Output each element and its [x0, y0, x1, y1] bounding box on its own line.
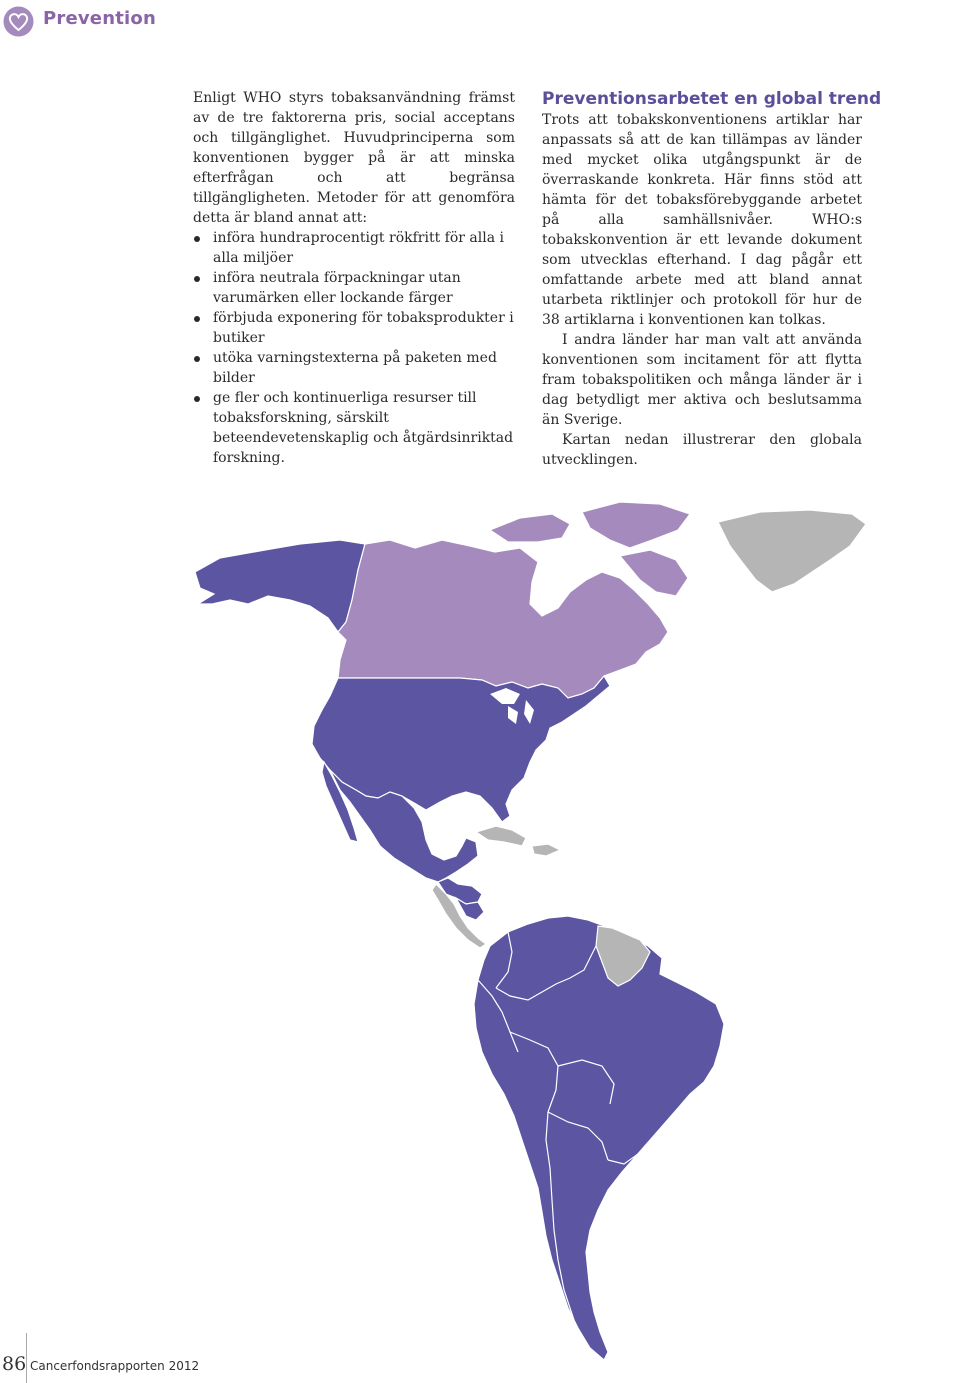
map-region-south-america — [474, 916, 724, 1360]
list-item: ge fler och kontinuerliga resurser till tobaksforskning, särskilt beteendevetenskaplig och åtgärdsinriktad forskning. — [193, 388, 515, 468]
list-item: införa hundraprocentigt rökfritt för alla i alla miljöer — [193, 228, 515, 268]
americas-map — [190, 500, 870, 1380]
right-column — [542, 88, 882, 470]
section-title: Prevention — [43, 8, 156, 29]
body-paragraph: I andra länder har man valt att använda konventionen som incitament för att flytta fram tobakspolitiken och många länder är i dag betydligt mer aktiva och beslutsamma än Sverige. — [542, 332, 862, 428]
methods-list — [193, 228, 515, 468]
heart-logo-icon — [3, 6, 34, 37]
left-column — [193, 88, 515, 468]
intro-paragraph: Enligt WHO styrs tobaksanvändning främst av de tre faktorerna pris, social acceptans och tillgänglighet. Huvudprinciperna som konventionen bygger på är att minska efterfrågan och att begränsa tillgängligheten. Metoder för att genomföra detta är bland annat att: — [193, 90, 515, 226]
map-region-canada-islands — [490, 514, 570, 542]
page-number: 86 — [2, 1353, 27, 1375]
list-item: förbjuda exponering för tobaksprodukter i butiker — [193, 308, 515, 348]
map-region-canada — [338, 540, 668, 698]
map-region-caribbean — [476, 826, 560, 856]
section-subheading: Preventionsarbetet en global trend — [542, 89, 882, 109]
map-region-canada-islands — [582, 502, 690, 548]
report-name: Cancerfondsrapporten 2012 — [30, 1359, 200, 1373]
list-item: införa neutrala förpackningar utan varumärken eller lockande färger — [193, 268, 515, 308]
map-region-alaska — [195, 540, 365, 632]
body-paragraph: Kartan nedan illustrerar den globala utvecklingen. — [542, 432, 862, 468]
map-region-greenland — [718, 510, 866, 592]
body-paragraph: Trots att tobakskonventionens artiklar har anpassats så att de kan tillämpas av länder med mycket olika utgångspunkt är de överraskande konkreta. Här finns stöd att hämta för det tobaksförebyggande arbetet på alla samhällsnivåer. WHO:s tobakskonvention är ett levande dokument som utvecklas efterhand. I dag pågår ett omfattande arbete med att bland annat utarbeta riktlinjer och protokoll för hur de 38 artiklarna i konventionen kan tolkas. — [542, 112, 862, 328]
list-item: utöka varningstexterna på paketen med bilder — [193, 348, 515, 388]
page-header — [0, 0, 960, 42]
